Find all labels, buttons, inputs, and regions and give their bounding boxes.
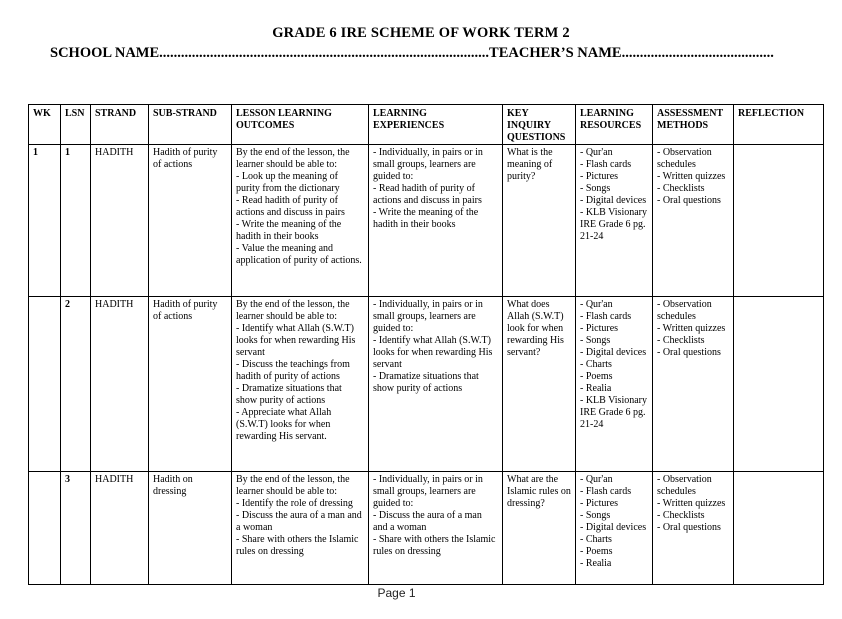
column-header-wk: WK [29,105,61,145]
cell-text-line: - Read hadith of purity of actions and discuss in pairs [373,183,482,206]
cell-inquiry: What is the meaning of purity? [503,145,576,297]
cell-text-line: - Observation schedules [657,474,712,497]
cell-text-line: - Read hadith of purity of actions and discuss in pairs [236,195,345,218]
school-teacher-line [50,45,842,62]
cell-text-line: - Share with others the Islamic rules on dressing [236,534,359,557]
school-name-label: SCHOOL NAME [50,45,160,61]
cell-text-line: - Value the meaning and application of purity of actions. [236,243,362,266]
cell-text-line: - Flash cards [580,159,632,170]
column-header-strand: STRAND [91,105,149,145]
cell-text-line: - Flash cards [580,311,632,322]
cell-text-line: - Individually, in pairs or in small groups, learners are guided to: [373,299,483,334]
cell-text-line: - Observation schedules [657,299,712,322]
cell-text-line: - Checklists [657,335,705,346]
cell-text-line: - Qur'an [580,474,613,485]
cell-assessment [653,145,734,297]
cell-strand: HADITH [91,145,149,297]
table-row [29,297,824,472]
column-header-reflection: REFLECTION [734,105,824,145]
teacher-name-label: TEACHER’S NAME [489,45,622,61]
column-header-assessment: ASSESSMENT METHODS [653,105,734,145]
cell-text-line: - Poems [580,546,613,557]
cell-text-line: - Discuss the aura of a man and a woman [373,510,482,533]
school-name-dots: ........................................................................................... [159,45,490,61]
cell-text-line: - Qur'an [580,299,613,310]
table-row [29,145,824,297]
cell-text-line: - Dramatize situations that show purity of actions [373,371,479,394]
cell-strand: HADITH [91,297,149,472]
cell-experiences [369,297,503,472]
cell-text-line: - Observation schedules [657,147,712,170]
cell-resources [576,145,653,297]
teacher-name-dots: .......................................... [621,45,774,61]
cell-text-line: - Checklists [657,510,705,521]
cell-text-line: - Pictures [580,323,619,334]
cell-text-line: - Oral questions [657,522,721,533]
scheme-table [28,104,824,585]
column-header-lsn: LSN [61,105,91,145]
column-header-outcomes: LESSON LEARNING OUTCOMES [232,105,369,145]
cell-inquiry: What does Allah (S.W.T) look for when rewarding His servant? [503,297,576,472]
cell-text-line: - KLB Visionary IRE Grade 6 pg. 21-24 [580,395,647,430]
cell-text-line: - Individually, in pairs or in small groups, learners are guided to: [373,474,483,509]
table-header [29,105,824,145]
column-header-sub_strand: SUB-STRAND [149,105,232,145]
cell-text-line: - Share with others the Islamic rules on dressing [373,534,496,557]
cell-text-line: By the end of the lesson, the learner should be able to: [236,299,350,322]
cell-text-line: - Checklists [657,183,705,194]
cell-text-line: By the end of the lesson, the learner should be able to: [236,474,350,497]
cell-assessment [653,297,734,472]
column-header-inquiry: KEY INQUIRY QUESTIONS [503,105,576,145]
cell-experiences [369,145,503,297]
cell-text-line: - Identify what Allah (S.W.T) looks for when rewarding His servant [373,335,493,370]
cell-text-line: - Qur'an [580,147,613,158]
cell-wk [29,297,61,472]
cell-text-line: - Identify what Allah (S.W.T) looks for when rewarding His servant [236,323,356,358]
cell-text-line: - Poems [580,371,613,382]
cell-strand: HADITH [91,472,149,585]
cell-text-line: - Written quizzes [657,323,726,334]
cell-wk: 1 [29,145,61,297]
cell-text-line: - Charts [580,534,612,545]
cell-sub_strand: Hadith of purity of actions [149,145,232,297]
cell-outcomes [232,472,369,585]
cell-sub_strand: Hadith of purity of actions [149,297,232,472]
cell-text-line: - Flash cards [580,486,632,497]
cell-reflection [734,297,824,472]
cell-text-line: By the end of the lesson, the learner should be able to: [236,147,350,170]
cell-text-line: - Digital devices [580,522,647,533]
cell-resources [576,297,653,472]
cell-text-line: - Written quizzes [657,171,726,182]
cell-text-line: - Write the meaning of the hadith in their books [236,219,342,242]
cell-sub_strand: Hadith on dressing [149,472,232,585]
cell-outcomes [232,145,369,297]
cell-assessment [653,472,734,585]
cell-text-line: - Realia [580,383,612,394]
cell-lsn: 1 [61,145,91,297]
cell-text-line: - Write the meaning of the hadith in their books [373,207,479,230]
cell-text-line: - Oral questions [657,347,721,358]
column-header-resources: LEARNING RESOURCES [576,105,653,145]
cell-experiences [369,472,503,585]
cell-reflection [734,145,824,297]
cell-inquiry: What are the Islamic rules on dressing? [503,472,576,585]
cell-text-line: - Identify the role of dressing [236,498,353,509]
cell-text-line: - Digital devices [580,347,647,358]
cell-wk [29,472,61,585]
page-title: GRADE 6 IRE SCHEME OF WORK TERM 2 [272,25,570,41]
cell-text-line: - Appreciate what Allah (S.W.T) looks for when rewarding His servant. [236,407,332,442]
cell-text-line: - Songs [580,335,611,346]
table-body [29,145,824,585]
cell-text-line: - Individually, in pairs or in small groups, learners are guided to: [373,147,483,182]
cell-text-line: - Pictures [580,498,619,509]
cell-resources [576,472,653,585]
cell-text-line: - Realia [580,558,612,569]
cell-text-line: - Discuss the teachings from hadith of purity of actions [236,359,350,382]
page-number: Page 1 [377,586,416,600]
cell-text-line: - Dramatize situations that show purity of actions [236,383,342,406]
cell-text-line: - KLB Visionary IRE Grade 6 pg. 21-24 [580,207,647,242]
column-header-experiences: LEARNING EXPERIENCES [369,105,503,145]
table-row [29,472,824,585]
cell-outcomes [232,297,369,472]
cell-reflection [734,472,824,585]
cell-lsn: 2 [61,297,91,472]
cell-text-line: - Charts [580,359,612,370]
header-row [29,105,824,145]
cell-text-line: - Songs [580,183,611,194]
cell-text-line: - Songs [580,510,611,521]
cell-lsn: 3 [61,472,91,585]
cell-text-line: - Written quizzes [657,498,726,509]
cell-text-line: - Pictures [580,171,619,182]
cell-text-line: - Look up the meaning of purity from the dictionary [236,171,340,194]
cell-text-line: - Digital devices [580,195,647,206]
cell-text-line: - Discuss the aura of a man and a woman [236,510,362,533]
cell-text-line: - Oral questions [657,195,721,206]
